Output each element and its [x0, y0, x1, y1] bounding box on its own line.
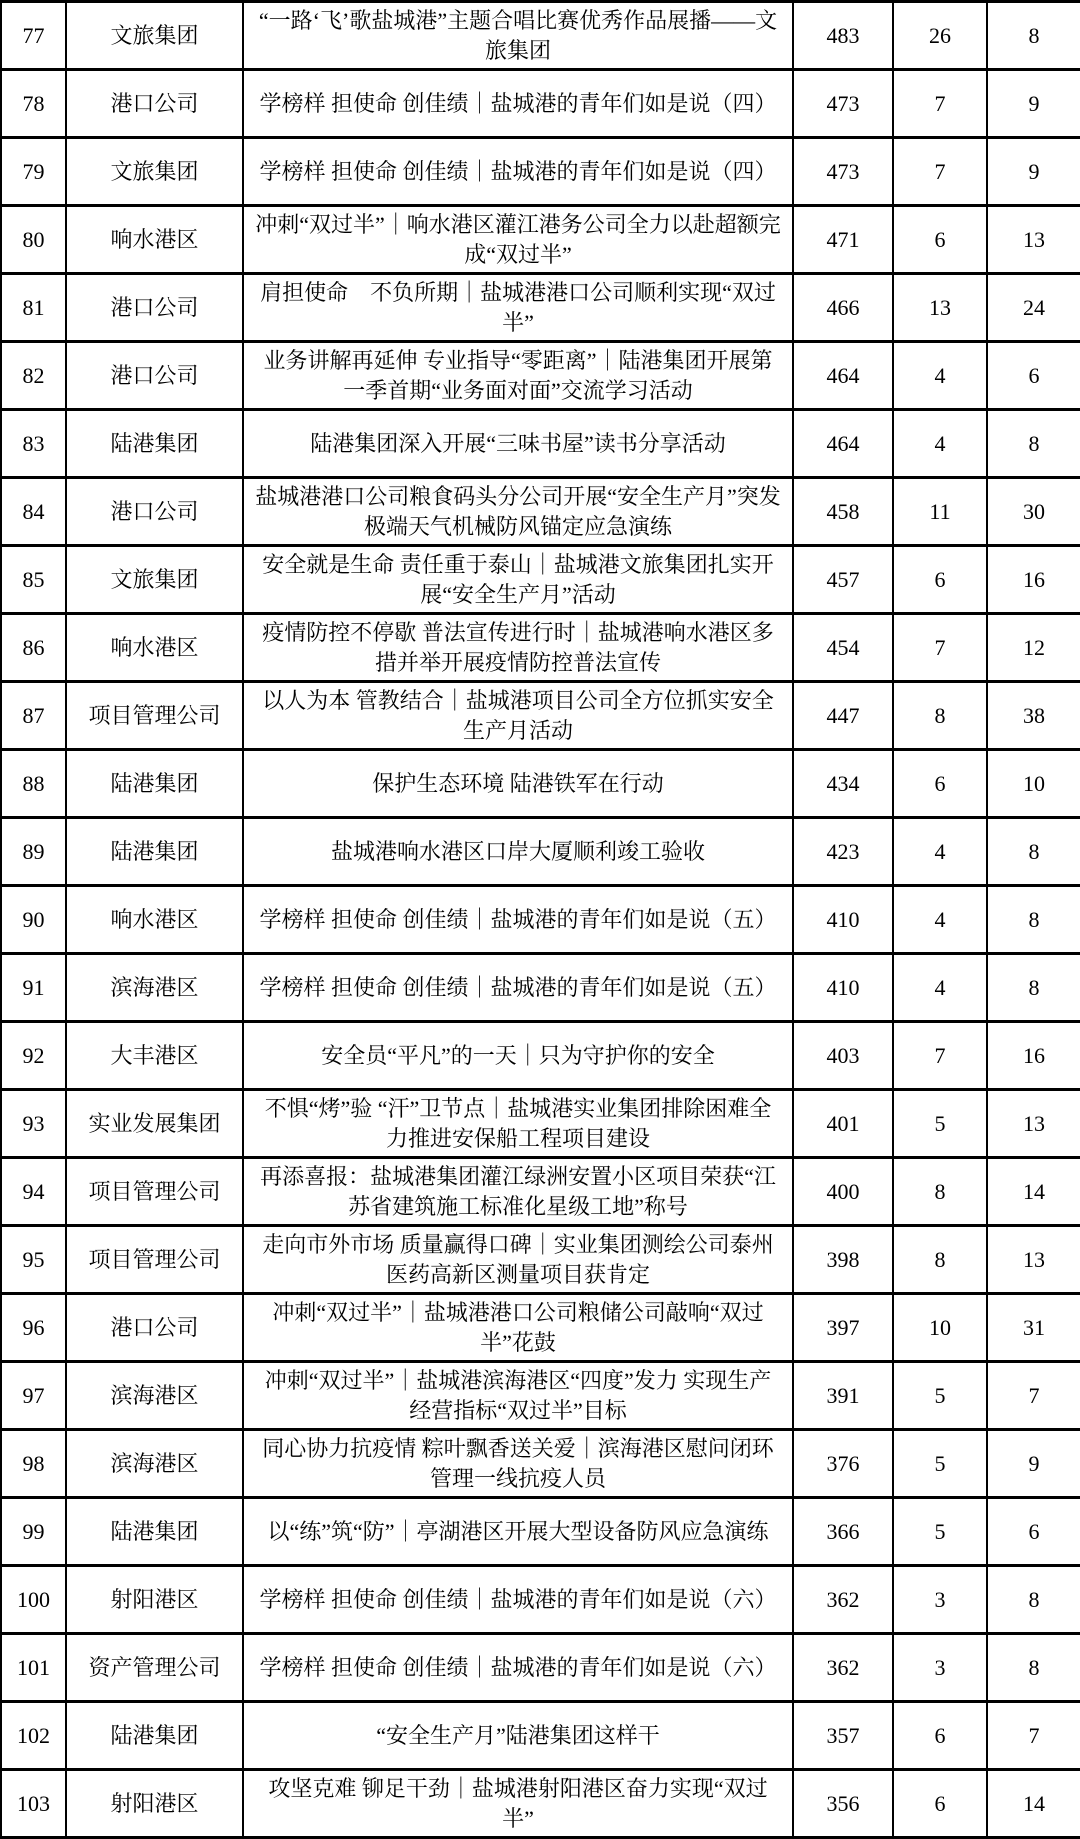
num-cell-1: 464 — [793, 410, 893, 478]
title-cell: 保护生态环境 陆港铁军在行动 — [243, 750, 793, 818]
rank-cell: 91 — [1, 954, 66, 1022]
num-cell-1: 454 — [793, 614, 893, 682]
num-cell-3: 13 — [987, 206, 1080, 274]
table-row — [1, 1702, 1080, 1770]
num-cell-3: 9 — [987, 138, 1080, 206]
num-cell-1: 366 — [793, 1498, 893, 1566]
org-cell: 实业发展集团 — [66, 1090, 243, 1158]
org-cell: 项目管理公司 — [66, 682, 243, 750]
num-cell-2: 6 — [893, 1702, 987, 1770]
table-row — [1, 1498, 1080, 1566]
rank-cell: 80 — [1, 206, 66, 274]
num-cell-3: 8 — [987, 1634, 1080, 1702]
num-cell-2: 8 — [893, 682, 987, 750]
table-row — [1, 818, 1080, 886]
table-row — [1, 478, 1080, 546]
table-row — [1, 342, 1080, 410]
num-cell-1: 401 — [793, 1090, 893, 1158]
org-cell: 陆港集团 — [66, 1498, 243, 1566]
num-cell-3: 8 — [987, 886, 1080, 954]
num-cell-3: 12 — [987, 614, 1080, 682]
num-cell-3: 30 — [987, 478, 1080, 546]
rank-cell: 79 — [1, 138, 66, 206]
num-cell-2: 4 — [893, 818, 987, 886]
table-row — [1, 546, 1080, 614]
num-cell-1: 471 — [793, 206, 893, 274]
title-cell: 走向市外市场 质量赢得口碑｜实业集团测绘公司泰州医药高新区测量项目获肯定 — [243, 1226, 793, 1294]
org-cell: 项目管理公司 — [66, 1226, 243, 1294]
rank-cell: 101 — [1, 1634, 66, 1702]
num-cell-1: 464 — [793, 342, 893, 410]
rank-cell: 81 — [1, 274, 66, 342]
num-cell-1: 398 — [793, 1226, 893, 1294]
org-cell: 滨海港区 — [66, 1430, 243, 1498]
num-cell-1: 357 — [793, 1702, 893, 1770]
num-cell-2: 3 — [893, 1634, 987, 1702]
num-cell-1: 423 — [793, 818, 893, 886]
rank-cell: 83 — [1, 410, 66, 478]
num-cell-1: 457 — [793, 546, 893, 614]
title-cell: 冲刺“双过半”｜响水港区灌江港务公司全力以赴超额完成“双过半” — [243, 206, 793, 274]
num-cell-3: 7 — [987, 1362, 1080, 1430]
num-cell-3: 24 — [987, 274, 1080, 342]
table-row — [1, 614, 1080, 682]
num-cell-1: 397 — [793, 1294, 893, 1362]
org-cell: 陆港集团 — [66, 818, 243, 886]
title-cell: 学榜样 担使命 创佳绩｜盐城港的青年们如是说（六） — [243, 1566, 793, 1634]
num-cell-3: 31 — [987, 1294, 1080, 1362]
rank-cell: 97 — [1, 1362, 66, 1430]
table-row — [1, 1158, 1080, 1226]
title-cell: 学榜样 担使命 创佳绩｜盐城港的青年们如是说（四） — [243, 70, 793, 138]
rank-cell: 100 — [1, 1566, 66, 1634]
num-cell-2: 5 — [893, 1430, 987, 1498]
num-cell-2: 4 — [893, 954, 987, 1022]
org-cell: 资产管理公司 — [66, 1634, 243, 1702]
org-cell: 陆港集团 — [66, 1702, 243, 1770]
num-cell-3: 6 — [987, 342, 1080, 410]
num-cell-2: 5 — [893, 1090, 987, 1158]
table-row — [1, 1090, 1080, 1158]
title-cell: 再添喜报：盐城港集团灌江绿洲安置小区项目荣获“江苏省建筑施工标准化星级工地”称号 — [243, 1158, 793, 1226]
org-cell: 港口公司 — [66, 1294, 243, 1362]
num-cell-3: 8 — [987, 2, 1080, 70]
rank-cell: 89 — [1, 818, 66, 886]
num-cell-2: 26 — [893, 2, 987, 70]
org-cell: 响水港区 — [66, 206, 243, 274]
rank-cell: 92 — [1, 1022, 66, 1090]
table-row — [1, 682, 1080, 750]
num-cell-3: 16 — [987, 546, 1080, 614]
rank-cell: 87 — [1, 682, 66, 750]
num-cell-1: 466 — [793, 274, 893, 342]
num-cell-2: 7 — [893, 70, 987, 138]
num-cell-2: 8 — [893, 1226, 987, 1294]
num-cell-2: 7 — [893, 1022, 987, 1090]
rank-cell: 99 — [1, 1498, 66, 1566]
num-cell-1: 410 — [793, 886, 893, 954]
title-cell: 陆港集团深入开展“三味书屋”读书分享活动 — [243, 410, 793, 478]
table-row — [1, 70, 1080, 138]
table-row — [1, 206, 1080, 274]
num-cell-1: 473 — [793, 138, 893, 206]
rank-cell: 103 — [1, 1770, 66, 1838]
table-row — [1, 1362, 1080, 1430]
num-cell-2: 8 — [893, 1158, 987, 1226]
num-cell-3: 8 — [987, 954, 1080, 1022]
table-row — [1, 1430, 1080, 1498]
num-cell-3: 10 — [987, 750, 1080, 818]
rank-cell: 77 — [1, 2, 66, 70]
rank-cell: 84 — [1, 478, 66, 546]
table-row — [1, 886, 1080, 954]
num-cell-3: 9 — [987, 70, 1080, 138]
org-cell: 港口公司 — [66, 70, 243, 138]
rank-cell: 82 — [1, 342, 66, 410]
num-cell-2: 3 — [893, 1566, 987, 1634]
title-cell: 业务讲解再延伸 专业指导“零距离”｜陆港集团开展第一季首期“业务面对面”交流学习活动 — [243, 342, 793, 410]
num-cell-2: 6 — [893, 206, 987, 274]
org-cell: 文旅集团 — [66, 138, 243, 206]
num-cell-2: 13 — [893, 274, 987, 342]
org-cell: 响水港区 — [66, 614, 243, 682]
rank-cell: 102 — [1, 1702, 66, 1770]
num-cell-1: 434 — [793, 750, 893, 818]
title-cell: 疫情防控不停歇 普法宣传进行时｜盐城港响水港区多措并举开展疫情防控普法宣传 — [243, 614, 793, 682]
num-cell-3: 8 — [987, 1566, 1080, 1634]
title-cell: 冲刺“双过半”｜盐城港滨海港区“四度”发力 实现生产经营指标“双过半”目标 — [243, 1362, 793, 1430]
org-cell: 滨海港区 — [66, 954, 243, 1022]
rank-cell: 93 — [1, 1090, 66, 1158]
title-cell: 同心协力抗疫情 粽叶飘香送关爱｜滨海港区慰问闭环管理一线抗疫人员 — [243, 1430, 793, 1498]
num-cell-3: 38 — [987, 682, 1080, 750]
title-cell: 肩担使命 不负所期｜盐城港港口公司顺利实现“双过半” — [243, 274, 793, 342]
title-cell: 学榜样 担使命 创佳绩｜盐城港的青年们如是说（五） — [243, 886, 793, 954]
table-row — [1, 2, 1080, 70]
num-cell-2: 7 — [893, 614, 987, 682]
num-cell-3: 13 — [987, 1090, 1080, 1158]
table-row — [1, 138, 1080, 206]
title-cell: 安全员“平凡”的一天｜只为守护你的安全 — [243, 1022, 793, 1090]
table-row — [1, 1566, 1080, 1634]
org-cell: 响水港区 — [66, 886, 243, 954]
title-cell: 以“练”筑“防”｜亭湖港区开展大型设备防风应急演练 — [243, 1498, 793, 1566]
org-cell: 滨海港区 — [66, 1362, 243, 1430]
org-cell: 射阳港区 — [66, 1566, 243, 1634]
title-cell: 以人为本 管教结合｜盐城港项目公司全方位抓实安全生产月活动 — [243, 682, 793, 750]
num-cell-2: 5 — [893, 1498, 987, 1566]
num-cell-3: 13 — [987, 1226, 1080, 1294]
num-cell-1: 473 — [793, 70, 893, 138]
num-cell-2: 6 — [893, 750, 987, 818]
rank-cell: 88 — [1, 750, 66, 818]
org-cell: 文旅集团 — [66, 2, 243, 70]
org-cell: 港口公司 — [66, 342, 243, 410]
org-cell: 大丰港区 — [66, 1022, 243, 1090]
rank-cell: 86 — [1, 614, 66, 682]
org-cell: 陆港集团 — [66, 410, 243, 478]
table-row — [1, 1634, 1080, 1702]
table-row — [1, 1770, 1080, 1838]
num-cell-2: 5 — [893, 1362, 987, 1430]
num-cell-2: 10 — [893, 1294, 987, 1362]
org-cell: 陆港集团 — [66, 750, 243, 818]
title-cell: 不惧“烤”验 “汗”卫节点｜盐城港实业集团排除困难全力推进安保船工程项目建设 — [243, 1090, 793, 1158]
num-cell-1: 391 — [793, 1362, 893, 1430]
table-row — [1, 1226, 1080, 1294]
num-cell-1: 403 — [793, 1022, 893, 1090]
org-cell: 射阳港区 — [66, 1770, 243, 1838]
rank-cell: 78 — [1, 70, 66, 138]
num-cell-3: 6 — [987, 1498, 1080, 1566]
rank-cell: 94 — [1, 1158, 66, 1226]
title-cell: 学榜样 担使命 创佳绩｜盐城港的青年们如是说（四） — [243, 138, 793, 206]
title-cell: 冲刺“双过半”｜盐城港港口公司粮储公司敲响“双过半”花鼓 — [243, 1294, 793, 1362]
table-row — [1, 410, 1080, 478]
table-row — [1, 954, 1080, 1022]
num-cell-3: 7 — [987, 1702, 1080, 1770]
title-cell: 安全就是生命 责任重于泰山｜盐城港文旅集团扎实开展“安全生产月”活动 — [243, 546, 793, 614]
rank-cell: 98 — [1, 1430, 66, 1498]
rank-cell: 95 — [1, 1226, 66, 1294]
org-cell: 港口公司 — [66, 274, 243, 342]
num-cell-1: 362 — [793, 1634, 893, 1702]
title-cell: “一路‘飞’歌盐城港”主题合唱比赛优秀作品展播——文旅集团 — [243, 2, 793, 70]
num-cell-1: 410 — [793, 954, 893, 1022]
num-cell-3: 8 — [987, 410, 1080, 478]
org-cell: 文旅集团 — [66, 546, 243, 614]
num-cell-1: 400 — [793, 1158, 893, 1226]
num-cell-2: 4 — [893, 410, 987, 478]
table-row — [1, 1022, 1080, 1090]
num-cell-2: 4 — [893, 886, 987, 954]
num-cell-1: 376 — [793, 1430, 893, 1498]
num-cell-2: 7 — [893, 138, 987, 206]
table-row — [1, 1294, 1080, 1362]
title-cell: 学榜样 担使命 创佳绩｜盐城港的青年们如是说（五） — [243, 954, 793, 1022]
table-body — [1, 2, 1080, 1838]
num-cell-2: 4 — [893, 342, 987, 410]
org-cell: 港口公司 — [66, 478, 243, 546]
num-cell-2: 6 — [893, 546, 987, 614]
title-cell: 盐城港响水港区口岸大厦顺利竣工验收 — [243, 818, 793, 886]
num-cell-1: 362 — [793, 1566, 893, 1634]
rank-cell: 85 — [1, 546, 66, 614]
num-cell-1: 447 — [793, 682, 893, 750]
num-cell-3: 16 — [987, 1022, 1080, 1090]
num-cell-2: 11 — [893, 478, 987, 546]
num-cell-1: 458 — [793, 478, 893, 546]
table-row — [1, 750, 1080, 818]
num-cell-2: 6 — [893, 1770, 987, 1838]
title-cell: 学榜样 担使命 创佳绩｜盐城港的青年们如是说（六） — [243, 1634, 793, 1702]
org-cell: 项目管理公司 — [66, 1158, 243, 1226]
num-cell-3: 9 — [987, 1430, 1080, 1498]
num-cell-1: 356 — [793, 1770, 893, 1838]
table-row — [1, 274, 1080, 342]
num-cell-3: 14 — [987, 1158, 1080, 1226]
title-cell: 盐城港港口公司粮食码头分公司开展“安全生产月”突发极端天气机械防风锚定应急演练 — [243, 478, 793, 546]
rank-cell: 96 — [1, 1294, 66, 1362]
num-cell-3: 14 — [987, 1770, 1080, 1838]
title-cell: 攻坚克难 铆足干劲｜盐城港射阳港区奋力实现“双过半” — [243, 1770, 793, 1838]
title-cell: “安全生产月”陆港集团这样干 — [243, 1702, 793, 1770]
num-cell-3: 8 — [987, 818, 1080, 886]
num-cell-1: 483 — [793, 2, 893, 70]
rank-cell: 90 — [1, 886, 66, 954]
